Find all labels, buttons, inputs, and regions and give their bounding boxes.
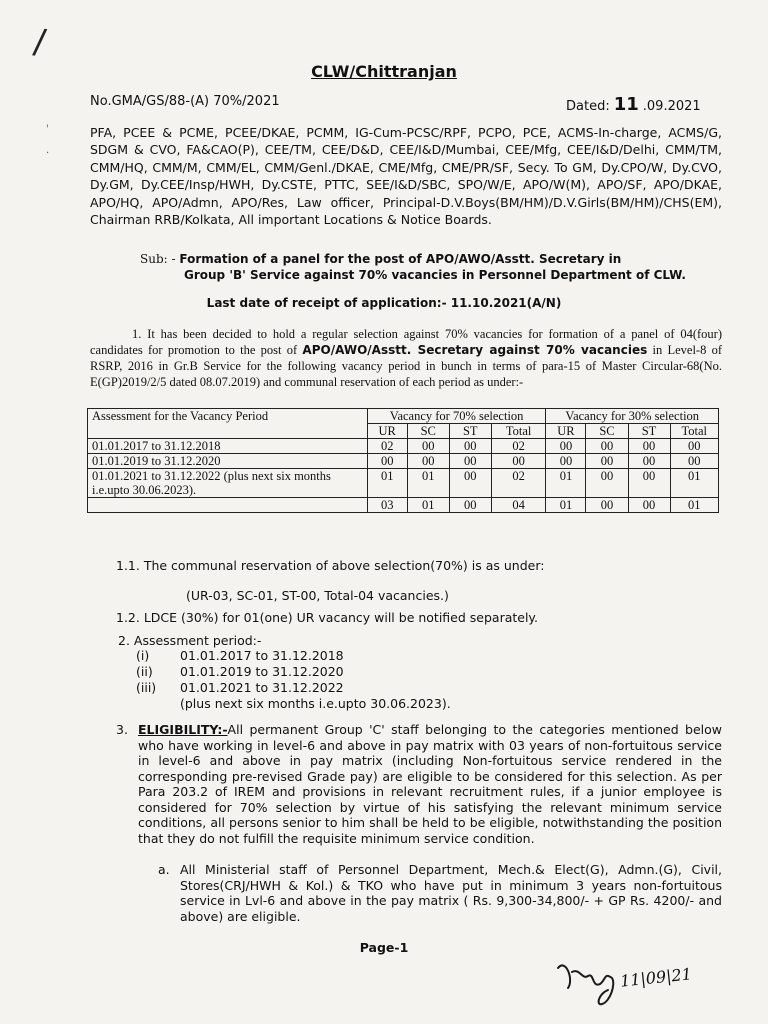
table-total-row	[88, 498, 719, 513]
item-number: (ii)	[136, 664, 153, 679]
list-item	[136, 648, 451, 664]
para1-bold: APO/AWO/Asstt. Secretary against 70% vacancies	[302, 343, 648, 357]
value-cell: 01	[367, 469, 407, 498]
value-cell: 00	[670, 454, 718, 469]
value-cell: 00	[407, 439, 449, 454]
value-cell: 02	[491, 469, 546, 498]
section-3a	[158, 862, 722, 924]
assessment-period-list	[136, 648, 451, 712]
section-1-1: 1.1. The communal reservation of above selection(70%) is as under:	[116, 558, 545, 573]
page-title: CLW/Chittranjan	[311, 62, 457, 81]
list-item	[136, 680, 451, 696]
total-cell: 00	[449, 498, 491, 513]
section-1-2: 1.2. LDCE (30%) for 01(one) UR vacancy will be notified separately.	[116, 610, 539, 625]
subheader: ST	[449, 424, 491, 439]
value-cell: 00	[628, 439, 670, 454]
value-cell: 00	[586, 439, 628, 454]
value-cell: 00	[546, 454, 586, 469]
subject-line-2: Group 'B' Service against 70% vacancies in Personnel Department of CLW.	[184, 268, 686, 282]
value-cell: 00	[586, 454, 628, 469]
header-70: Vacancy for 70% selection	[367, 409, 546, 424]
eligibility-label: ELIGIBILITY:-	[138, 722, 228, 737]
table-row	[88, 469, 719, 498]
vacancy-table	[87, 408, 719, 513]
subheader: Total	[491, 424, 546, 439]
value-cell: 01	[670, 469, 718, 498]
section-3-eligibility	[116, 722, 722, 846]
item-text: 01.01.2019 to 31.12.2020	[180, 664, 344, 679]
total-cell: 00	[628, 498, 670, 513]
value-cell: 00	[670, 439, 718, 454]
value-cell: 01	[546, 469, 586, 498]
dated-line	[566, 94, 701, 115]
margin-marks: ' ·	[46, 124, 50, 159]
value-cell: 00	[491, 454, 546, 469]
total-cell: 01	[546, 498, 586, 513]
subject	[140, 251, 730, 283]
subheader: SC	[407, 424, 449, 439]
reference-number: No.GMA/GS/88-(A) 70%/2021	[90, 94, 280, 109]
item-text: 01.01.2021 to 31.12.2022	[180, 680, 344, 695]
table-header-row	[88, 409, 719, 424]
subject-line-1: Formation of a panel for the post of APO/AWO/Asstt. Secretary in	[179, 252, 622, 266]
section-2-heading: 2. Assessment period:-	[118, 633, 262, 648]
table-row	[88, 454, 719, 469]
subject-label: Sub: -	[140, 252, 176, 266]
para1-part2: in Level-8 of RSRP, 2016 in Gr.B Service for the following vacancy period in bunch in terms of para-15 of Master Circular-68(No. E(GP)2019/2/5 dated 08.07.2019) and communal reservation of each period as under:-	[90, 343, 722, 389]
list-item	[136, 664, 451, 680]
total-cell: 03	[367, 498, 407, 513]
value-cell: 00	[367, 454, 407, 469]
header-30: Vacancy for 30% selection	[546, 409, 719, 424]
pen-mark: /	[31, 21, 49, 63]
subheader: UR	[546, 424, 586, 439]
dated-rest: .09.2021	[642, 99, 701, 114]
period-cell	[88, 498, 368, 513]
value-cell: 02	[367, 439, 407, 454]
subheader: ST	[628, 424, 670, 439]
period-cell: 01.01.2019 to 31.12.2020	[88, 454, 368, 469]
dated-label: Dated:	[566, 99, 610, 114]
header-period: Assessment for the Vacancy Period	[88, 409, 368, 439]
addressee-list: PFA, PCEE & PCME, PCEE/DKAE, PCMM, IG-Cum-PCSC/RPF, PCPO, PCE, ACMS-In-charge, ACMS/G, SDGM & CVO, FA&CAO(P), CEE/TM, CEE/D&D, CEE/I&D/Mumbai, CEE/Mfg, CEE/I&D/Delhi, CMM/TM, CMM/HQ, CMM/M, CMM/EL, CMM/Genl./DKAE, CME/Mfg, CME/PR/SF, Secy. To GM, Dy.CPO/W, Dy.CVO, Dy.GM, Dy.CEE/Insp/HWH, Dy.CSTE, PTTC, SEE/I&D/SBC, SPO/W/E, APO/W(M), APO/SF, APO/DKAE, APO/HQ, APO/Admn, APO/Res, Law officer, Principal-D.V.Boys(BM/HM)/D.V.Girls(BM/HM)/CHS(EM), Chairman RRB/Kolkata, All important Locations & Notice Boards.	[90, 125, 722, 228]
section-3a-text: All Ministerial staff of Personnel Department, Mech.& Elect(G), Admn.(G), Civil, Stores(CRJ/HWH & Kol.) & TKO who have put in minimum 3 years non-fortuitous service in Lvl-6 and above in the pay matrix ( Rs. 9,300-34,800/- + GP Rs. 4200/- and above) are eligible.	[180, 862, 722, 924]
value-cell: 00	[546, 439, 586, 454]
total-cell: 04	[491, 498, 546, 513]
value-cell: 00	[586, 469, 628, 498]
total-cell: 01	[670, 498, 718, 513]
last-date: Last date of receipt of application:- 11.10.2021(A/N)	[206, 296, 562, 310]
value-cell: 00	[449, 454, 491, 469]
value-cell: 00	[449, 439, 491, 454]
section-1-1-detail: (UR-03, SC-01, ST-00, Total-04 vacancies.)	[186, 588, 449, 603]
value-cell: 02	[491, 439, 546, 454]
value-cell: 00	[449, 469, 491, 498]
value-cell: 01	[407, 469, 449, 498]
table-row	[88, 439, 719, 454]
para1-part1: 1. It has been decided to hold a regular selection against 70% vacancies for formation of a panel of 04(four) candidates for promotion to the post of	[90, 327, 722, 357]
subheader: UR	[367, 424, 407, 439]
period-extension: (plus next six months i.e.upto 30.06.2023).	[180, 696, 451, 711]
value-cell: 00	[628, 454, 670, 469]
section-3-number: 3.	[116, 722, 128, 737]
signature-date: 11|09|21	[619, 964, 693, 991]
total-cell: 00	[586, 498, 628, 513]
value-cell: 00	[407, 454, 449, 469]
paragraph-1	[90, 326, 722, 390]
eligibility-text: All permanent Group 'C' staff belonging to the categories mentioned below who have working in level-6 and above in pay matrix with 03 years of non-fortuitous service in level-6 and above in pay matrix (including Non-fortuitous service rendered in the corresponding pre-revised Grade pay) are eligible to be considered for this selection. As per Para 203.2 of IREM and provisions in relevant recruitment rules, if a junior employee is considered for 70% selection by virtue of his satisfying the relevant minimum service conditions, all persons senior to him shall be held to be eligible, notwithstanding the position that they do not fulfill the requisite minimum service condition.	[138, 722, 722, 846]
period-cell: 01.01.2021 to 31.12.2022 (plus next six months i.e.upto 30.06.2023).	[88, 469, 368, 498]
item-number: (i)	[136, 648, 150, 663]
period-cell: 01.01.2017 to 31.12.2018	[88, 439, 368, 454]
page-number: Page-1	[359, 940, 409, 955]
total-cell: 01	[407, 498, 449, 513]
section-3a-number: a.	[158, 862, 170, 877]
value-cell: 00	[628, 469, 670, 498]
dated-day: 11	[613, 94, 639, 115]
subheader: SC	[586, 424, 628, 439]
item-number: (iii)	[136, 680, 157, 695]
subheader: Total	[670, 424, 718, 439]
item-text: 01.01.2017 to 31.12.2018	[180, 648, 344, 663]
